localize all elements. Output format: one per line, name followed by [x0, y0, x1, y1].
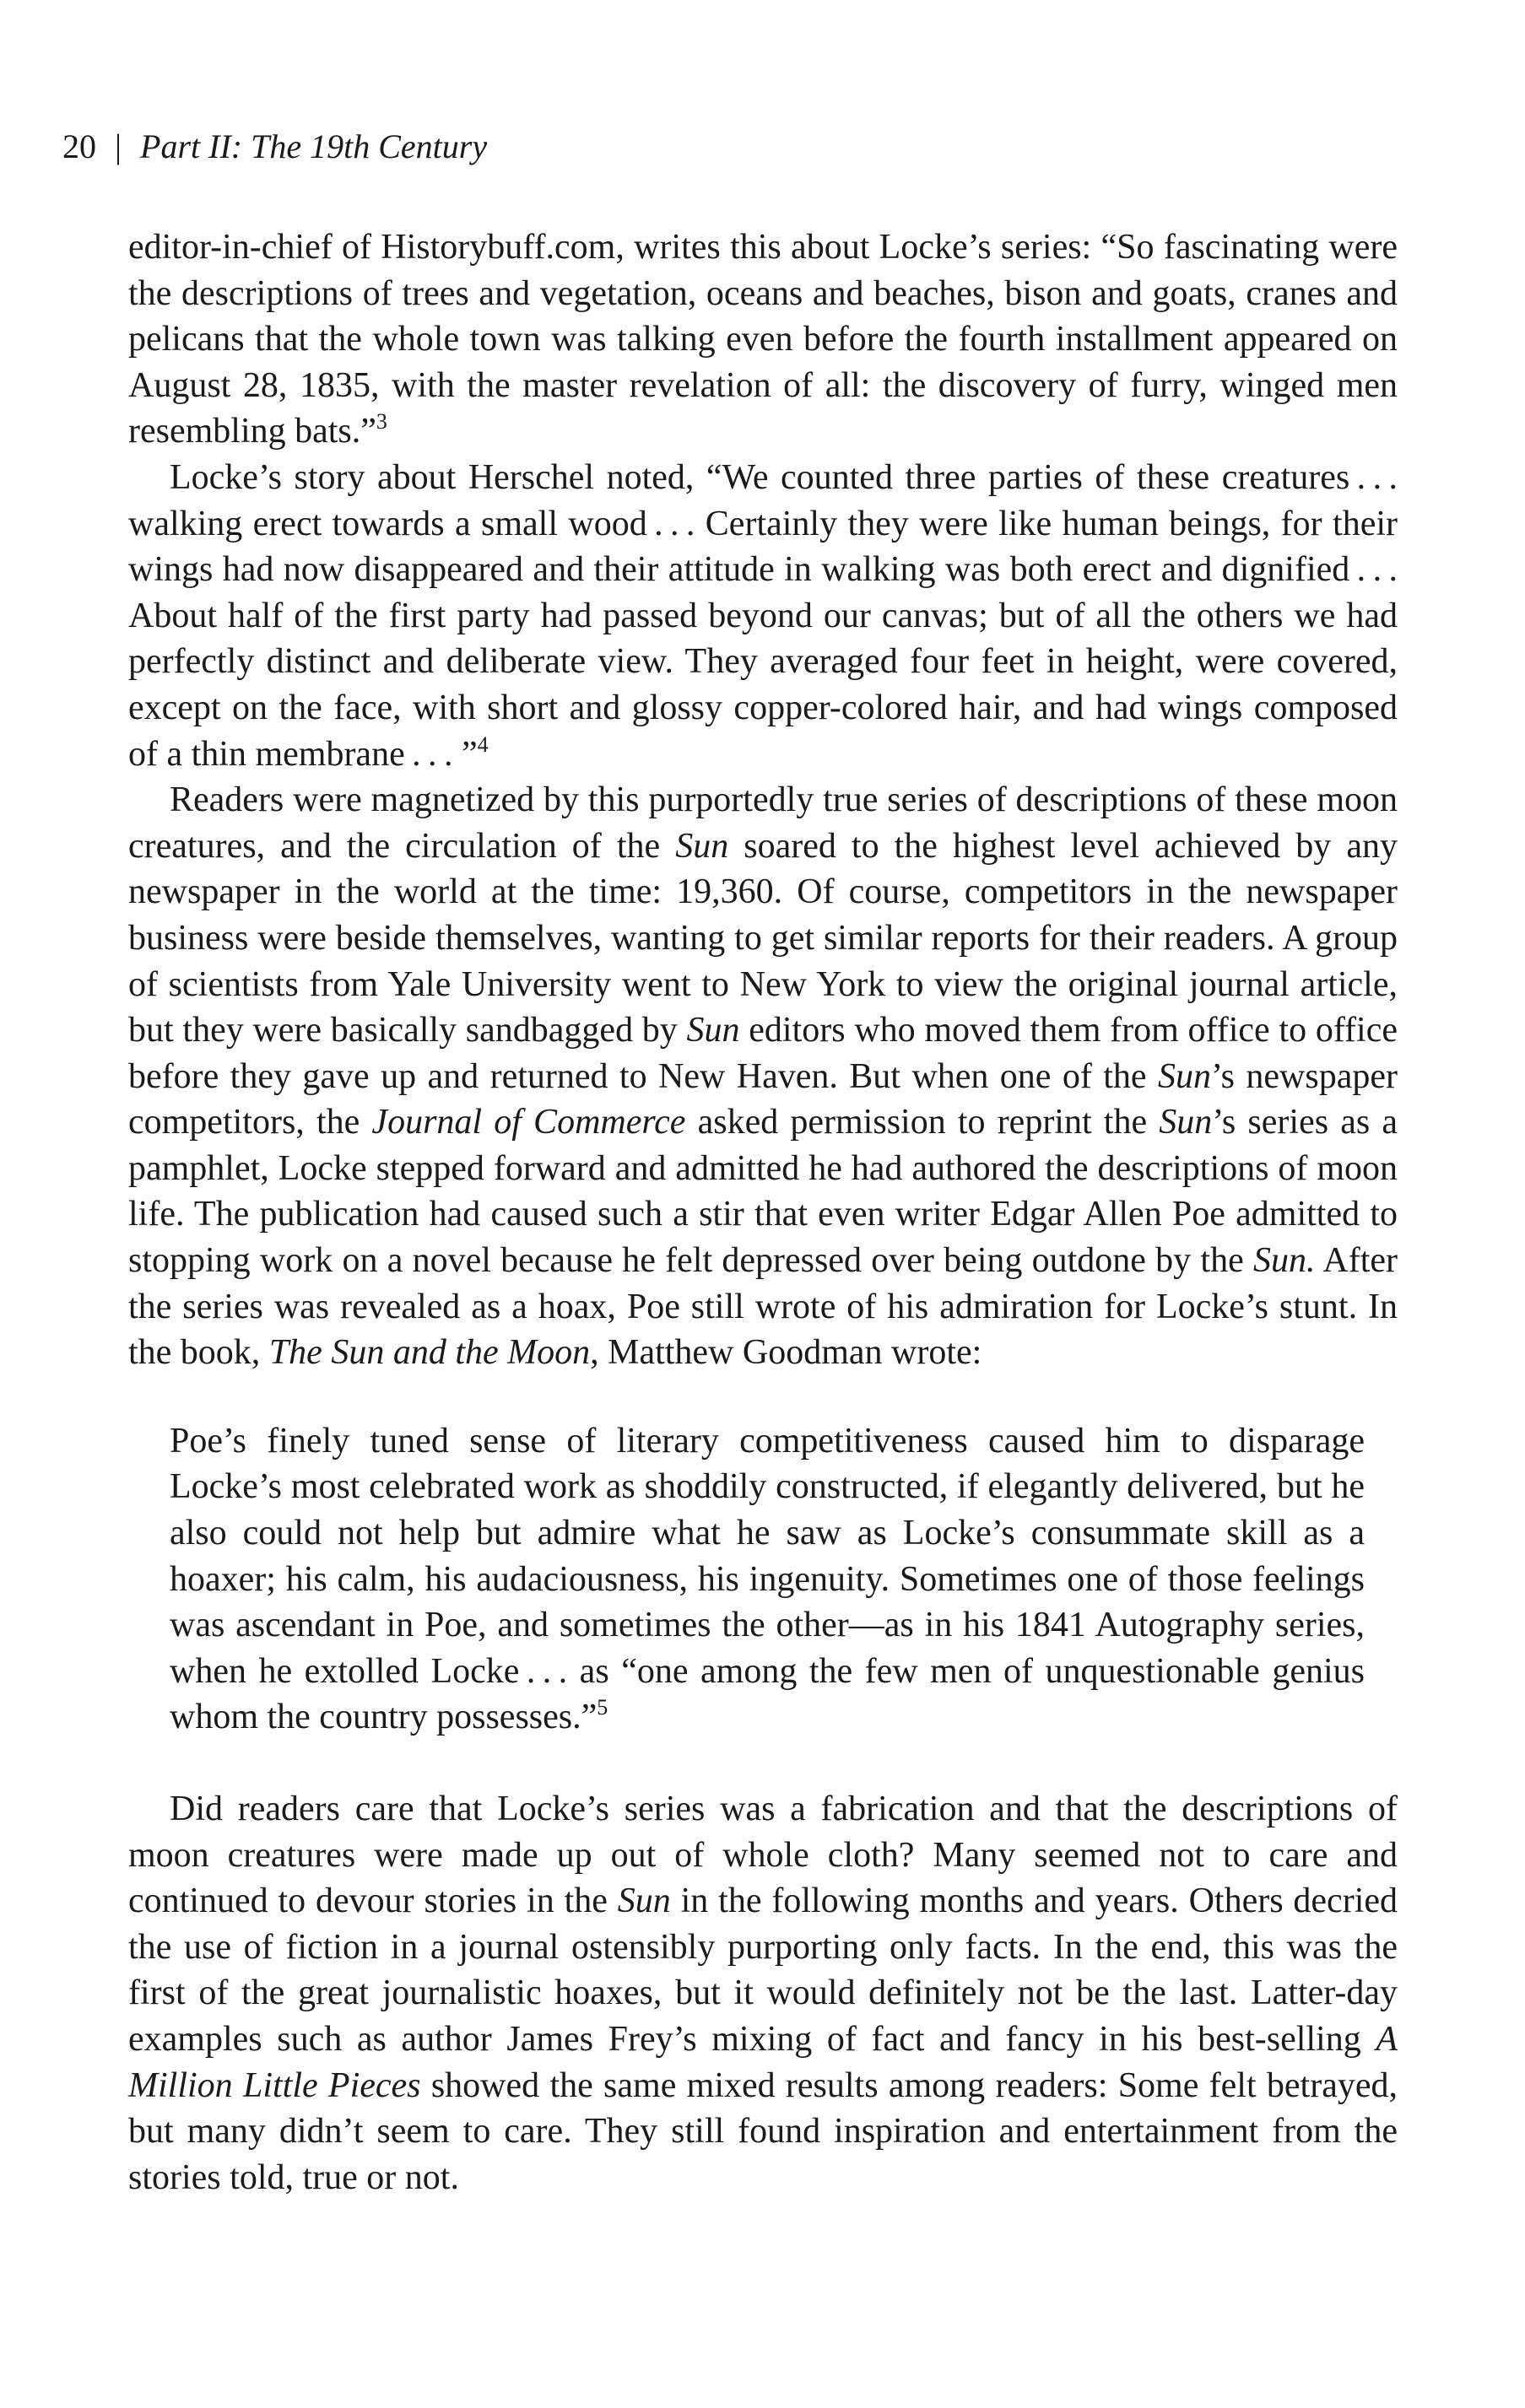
text-run: editors who moved them from office to office before they gave up and returned to New Haven. But when one of the — [128, 1011, 1398, 1096]
italic-run: Sun — [1159, 1103, 1213, 1142]
text-run: After the series was revealed as a hoax, Poe still wrote of his admiration for Locke’s stunt. In the book, — [128, 1241, 1398, 1373]
text-run: Locke’s story about Herschel noted, “We counted three parties of these creatures . . . walking erect towards a small wood . . . Certainly they were like human beings, for their wings had now disappeared and their attitude in walking was both erect and dignified . . . About half of the first party had passed beyond our canvas; but of all the others we had perfectly distinct and deliberate view. They averaged four feet in height, were covered, except on the face, with short and glossy copper-colored hair, and had wings composed of a thin membrane . . . ” — [128, 457, 1398, 774]
text-run: ’s series as a pamphlet, Locke stepped forward and admitted he had authored the descriptions of moon life. The publication had caused such a stir that even writer Edgar Allen Poe admitted to stopping work on a novel because he felt depressed over being outdone by the — [128, 1103, 1398, 1281]
running-head — [62, 123, 487, 170]
text-run: editor-in-chief of Historybuff.com, writes this about Locke’s series: “So fascinating were the descriptions of trees and vegetation, oceans and beaches, bison and goats, cranes and pelicans that the whole town was talking even before the fourth installment appeared on August 28, 1835, with the master revelation of all: the discovery of furry, winged men resembling bats.” — [128, 228, 1398, 451]
text-run: asked permission to reprint the — [685, 1103, 1160, 1142]
text-run: , Matthew Goodman wrote: — [590, 1333, 982, 1373]
footnote-ref-5: 5 — [597, 1695, 608, 1720]
text-run: showed the same mixed results among readers: Some felt betrayed, but many didn’t seem to care. They still found inspiration and entertainment from the stories told, true or not. — [128, 2065, 1398, 2197]
paragraph-1 — [128, 224, 1398, 455]
footnote-ref-4: 4 — [477, 732, 489, 757]
text-run: Readers were magnetized by this purportedly true series of descriptions of these moon creatures, and the circulation of the — [128, 780, 1398, 866]
italic-run: Sun — [675, 826, 729, 866]
running-head-title: Part II: The 19th Century — [140, 127, 488, 165]
running-head-separator: | — [115, 127, 122, 165]
italic-run: A Million Little Pieces — [128, 2019, 1398, 2105]
paragraph-5 — [128, 1786, 1398, 2200]
block-quote — [170, 1418, 1365, 1741]
italic-run: Sun — [686, 1011, 740, 1050]
text-run: Did readers care that Locke’s series was a fabrication and that the descriptions of moon creatures were made up out of whole cloth? Many seemed not to care and continued to devour stories in the — [128, 1790, 1398, 1921]
body-text — [128, 224, 1398, 2200]
text-run: soared to the highest level achieved by any newspaper in the world at the time: 19,360. Of course, competitors in the newspaper business were beside themselves, wanting to get similar reports for their readers. A group of scientists from Yale University went to New York to view the original journal article, but they were basically sandbagged by — [128, 826, 1398, 1050]
page-number: 20 — [62, 127, 96, 165]
text-run: Poe’s finely tuned sense of literary competitiveness caused him to disparage Locke’s most celebrated work as shoddily constructed, if elegantly delivered, but he also could not help but admire what he saw as Locke’s consummate skill as a hoaxer; his calm, his audaciousness, his ingenuity. Sometimes one of those feelings was ascendant in Poe, and sometimes the other—as in his 1841 Autography series, when he extolled Locke . . . as “one among the few men of unquestionable genius whom the country possesses.” — [170, 1421, 1365, 1737]
footnote-ref-3: 3 — [376, 409, 387, 435]
italic-run: Sun. — [1252, 1241, 1316, 1281]
italic-run: The Sun and the Moon — [268, 1333, 591, 1373]
italic-run: Sun — [617, 1882, 671, 1921]
italic-run: Journal of Commerce — [371, 1103, 686, 1142]
italic-run: Sun — [1157, 1056, 1211, 1096]
paragraph-2 — [128, 455, 1398, 777]
text-run: ’s newspaper competitors, the — [128, 1056, 1398, 1142]
text-run: in the following months and years. Others decried the use of fiction in a journal ostensibly purporting only facts. In the end, this was the first of the great journalistic hoaxes, but it would definitely not be the last. Latter-day examples such as author James Frey’s mixing of fact and fancy in his best-selling — [128, 1882, 1398, 2059]
paragraph-3 — [128, 777, 1398, 1376]
